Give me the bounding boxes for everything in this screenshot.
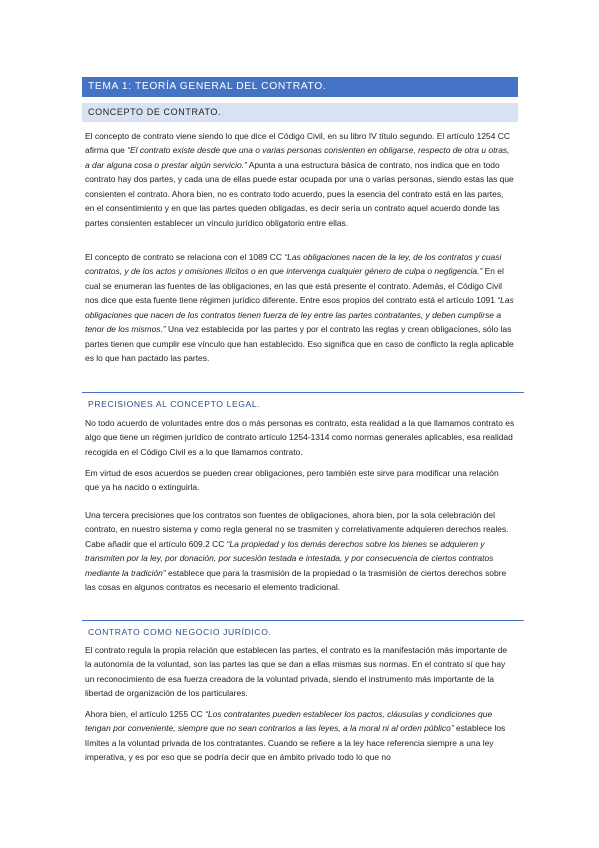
paragraph [85,707,515,765]
text-run: Una vez establecida por las partes y por el contrato las reglas y crean obligaciones, sólo las partes tienen que cumplir ese vínculo que han establecido. Eso significa que en caso de conflicto la regla aplicable es lo que han pactado las partes. [85,324,514,364]
text-run: Apunta a una estructura básica de contrato, nos indica que en todo contrato hay dos partes, y cada una de ellas puede estar ocupada por una o varias personas, siendo estas las que consienten el contrato. Ahora bien, no es contrato todo acuerdo, pues la esencia del contrato está en las partes, en el consentimiento y en que las partes queden obligadas, es decir sería un contrato aquel acuerdo donde las partes consienten establecer un vínculo jurídico obligatorio entre ellas. [85,159,514,228]
text-run: establece que para la trasmisión de la propiedad o la trasmisión de ciertos derechos sobre las cosas en algunos contratos es necesario el elemento tradicional. [85,567,507,593]
document-title: TEMA 1: TEORÍA GENERAL DEL CONTRATO. [82,77,518,97]
paragraph [85,466,515,495]
paragraph [85,416,515,459]
italic-quote: “Los contratantes pueden establecer los pactos, cláusulas y condiciones que tengan por conveniente, siempre que no sean contrarios a las leyes, a la moral ni al orden público” [85,709,493,734]
text-run: No todo acuerdo de voluntades entre dos o más personas es contrato, esta realidad a la que llamamos contrato es algo que tiene un régimen jurídico de contrato artículo 1254-1314 como normas generales aplicables, esa realidad recogida en el Código Civil es a lo que llamamos contrato. [85,418,515,457]
text-run: Em virtud de esos acuerdos se pueden crear obligaciones, pero también este sirve para modificar una relación que ya ha nacido o extinguirla. [85,468,499,493]
text-run: establece los límites a la voluntad privada de los contratantes. Cuando se refiere a la ley hace referencia siempre a una ley imperativa, y es por eso que se podría decir que en ámbito privado todo lo que no [85,723,506,763]
italic-quote: “El contrato existe desde que una o varias personas consienten en obligarse, respecto de otra u otras, a dar alguna cosa o prestar algún servicio.” [85,145,510,170]
text-run: El concepto de contrato se relaciona con el 1089 CC [85,252,285,262]
text-run: En el cual se enumeran las fuentes de las obligaciones, en las que está presente el contrato. Además, el Código Civil nos dice que esta fuente tiene régimen jurídico diferente. Entre esos propios del contrato está el artículo 1091 [85,266,504,306]
section-heading-concepto: CONCEPTO DE CONTRATO. [82,103,518,122]
text-run: El concepto de contrato viene siendo lo que dice el Código Civil, en su libro IV título segundo. El artículo 1254 CC afirma que [85,131,510,156]
paragraph [85,250,515,366]
italic-quote: “La propiedad y los demás derechos sobre los bienes se adquieren y transmiten por la ley, por donación, por sucesión testada e intestada, y por consecuencia de ciertos contratos mediante la tradición” [85,538,494,578]
italic-quote: “Las obligaciones que nacen de los contratos tienen fuerza de ley entre las partes contratantes, y deben cumplirse a tenor de los mismos.” [85,295,514,335]
paragraph [85,508,515,595]
section-heading-negocio-juridico: CONTRATO COMO NEGOCIO JURÍDICO. [82,620,524,642]
paragraph [85,129,515,230]
text-run: Una tercera precisiones que los contratos son fuentes de obligaciones, ahora bien, por la sola celebración del contrato, en nuestro sistema y como regla general no se trasmiten y correlativamente adquieren derechos reales. Cabe añadir que el artículo 609.2 CC [85,510,509,549]
italic-quote: “Las obligaciones nacen de la ley, de los contratos y cuasi contratos, y de los actos y omisiones ilícitos o en que intervenga cualquier género de culpa o negligencia.” [85,252,502,277]
paragraph [85,643,515,701]
text-run: El contrato regula la propia relación que establecen las partes, el contrato es la manifestación más importante de la autonomía de la voluntad, son las partes las que se dan a ellas mismas sus normas. En el contrato sí que hay un reconocimiento de esa fuerza creadora de la voluntad privada, siendo el instrumento más importante de la libertad de organización de los particulares. [85,645,508,699]
section-heading-precisiones: PRECISIONES AL CONCEPTO LEGAL. [82,392,524,414]
text-run: Ahora bien, el artículo 1255 CC [85,709,206,719]
